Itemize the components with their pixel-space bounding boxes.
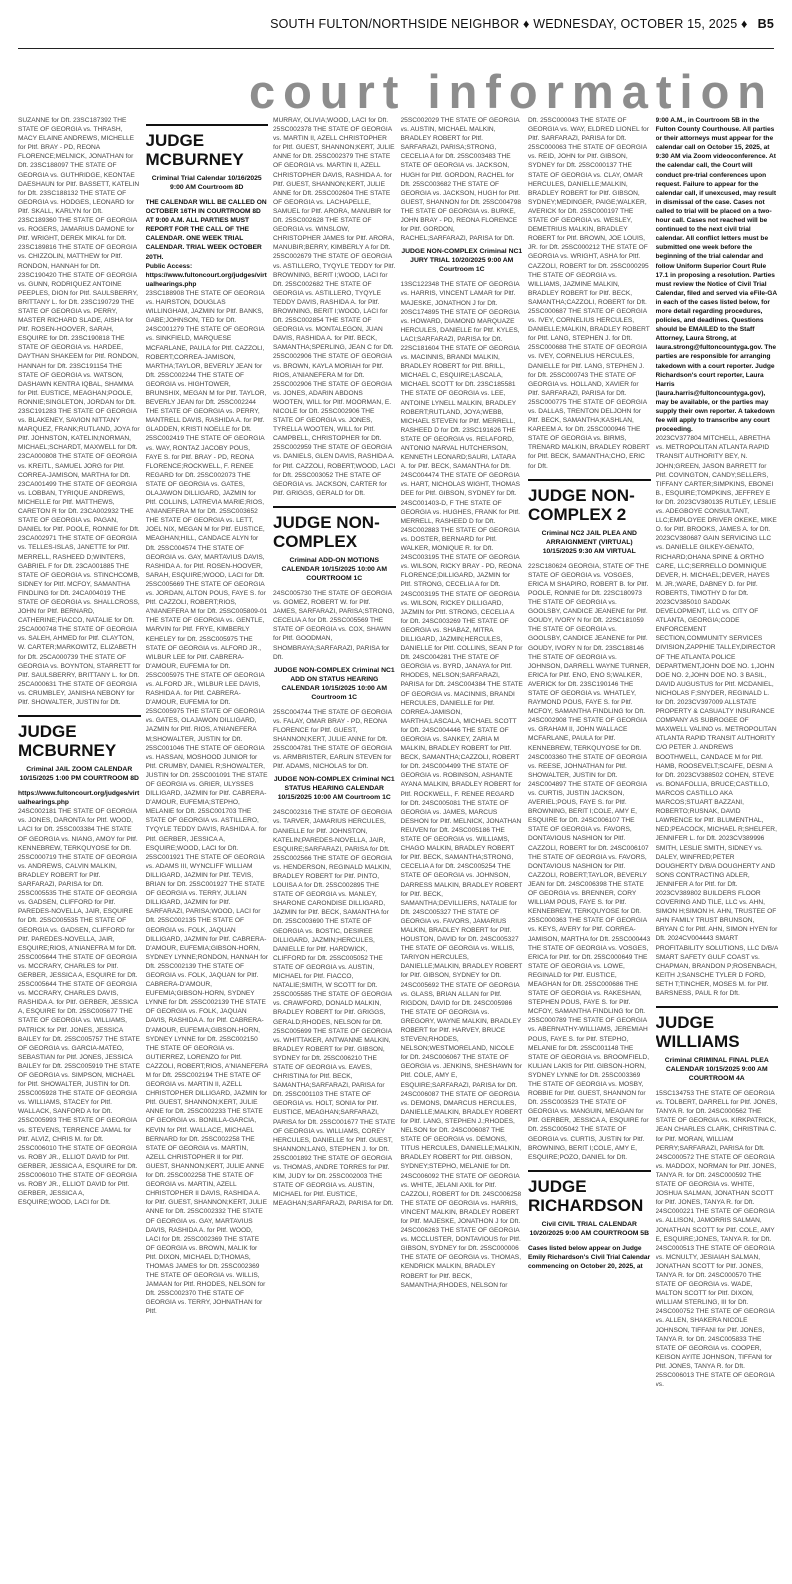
hearing-link[interactable]: https://www.fultoncourt.org/judges/virtualhearings.php — [18, 790, 140, 807]
column-2 — [146, 116, 269, 1578]
column-1 — [18, 116, 141, 1578]
column-5 — [528, 116, 651, 1578]
listing-block: 24SC002181 THE STATE OF GEORGIA vs. JONES, DARONTA for Pltf. WOOD, LACI for Dft. 25SC003384 THE STATE OF GEORGIA vs. NIANG, AMOY for Pltf. KENNEBREW, TERKQUYOSE for Dft. 25SC000719 THE STATE OF GEORGIA vs. ANDREWS, CALVIN MALKIN, BRADLEY ROBERT for Pltf. SARFARAZI, PARISA for Dft. 25SC005535 THE STATE OF GEORGIA vs. GADSEN, CLIFFORD for Pltf. PAREDES-NOVELLA, JAIR, ESQUIRE for Dft. 25SC005535 THE STATE OF GEORGIA vs. GADSEN, CLIFFORD for Pltf. PAREDES-NOVELLA, JAIR, ESQUIRE;RIOS, A'NIANEFRA M for Dft. 25SC005644 THE STATE OF GEORGIA vs. MCCRARY, CHARLES for Pltf. GERBER, JESSICA A, ESQUIRE for Dft. 25SC005644 THE STATE OF GEORGIA vs. MCCRARY, CHARLES DAVIS, RASHIDA A. for Pltf. GERBER, JESSICA A, ESQUIRE for Dft. 25SC005677 THE STATE OF GEORGIA vs. WILLIAMS, PATRICK for Pltf. JONES, JESSICA BAILEY for Dft. 25SC005757 THE STATE OF GEORGIA vs. GARCIA-MATEO, SEBASTIAN for Pltf. JONES, JESSICA BAILEY for Dft. 25SC005919 THE STATE OF GEORGIA vs. SIMPSON, MICHAEL for Pltf. SHOWALTER, JUSTIN for Dft. 25SC005928 THE STATE OF GEORGIA vs. WILLIAMS, STACEY for Pltf. WALLACK, SANFORD A for Dft. 25SC005993 THE STATE OF GEORGIA vs. STEVENS, TERRENCE JAMAL for Pltf. ALVIZ, CHRIS M. for Dft. 25SC006010 THE STATE OF GEORGIA vs. ROBY JR., ELLIOT DAVID for Pltf. GERBER, JESSICA A, ESQUIRE for Dft. 25SC006010 THE STATE OF GEORGIA vs. ROBY JR., ELLIOT DAVID for Pltf. GERBER, JESSICA A, ESQUIRE;WOOD, LACI for Dft. — [18, 808, 140, 1207]
masthead — [270, 17, 774, 31]
listing-block: 24SC002316 THE STATE OF GEORGIA vs. TARVER, JAMARIUS HERCULES, DANIELLE for Pltf. JOHNSTON, KATELIN;PAREDES-NOVELLA, JAIR, ESQUIRE;SARFARAZI, PARISA for Dft. 25SC002566 THE STATE OF GEORGIA vs. HENDERSON, REGINALD MALKIN, BRADLEY ROBERT for Pltf. PINTO, LOUISA A for Dft. 25SC002895 THE STATE OF GEORGIA vs. MANLEY, SHARONE CARONDISE DILLIGARD, JAZMIN for Pltf. BECK, SAMANTHA for Dft. 25SC003690 THE STATE OF GEORGIA vs. BOSTIC, DESIREE DILLIGARD, JAZMIN;HERCULES, DANIELLE for Pltf. HARDWICK, CLIFFORD for Dft. 25SC005052 THE STATE OF GEORGIA vs. AUSTIN, MICHAEL for Pltf. FIACCO, NATALIE;SMITH, W SCOTT for Dft. 25SC005585 THE STATE OF GEORGIA vs. CRAWFORD, DONALD MALKIN, BRADLEY ROBERT for Pltf. GRIGGS, GERALD;RHODES, NELSON for Dft. 25SC005699 THE STATE OF GEORGIA vs. WHITTAKER, ANTWANNE MALKIN, BRADLEY ROBERT for Pltf. GIBSON, SYDNEY for Dft. 25SC006210 THE STATE OF GEORGIA vs. EAVES, CHRISTINA for Pltf. BECK, SAMANTHA;SARFARAZI, PARISA for Dft. 25SC001103 THE STATE OF GEORGIA vs. HOLT, SONIA for Pltf. EUSTICE, MEAGHAN;SARFARAZI, PARISA for Dft. 25SC001677 THE STATE OF GEORGIA vs. WILLIAMS, COREY HERCULES, DANIELLE for Pltf. GUEST, SHANNON;LANG, STEPHEN J. for Dft. 25SC001892 THE STATE OF GEORGIA vs. THOMAS, ANDRE TORRES for Pltf. KIM, JUDY for Dft. 25SC002003 THE STATE OF GEORGIA vs. AUSTIN, MICHAEL for Pltf. EUSTICE, MEAGHAN;SARFARAZI, PARISA for Dft. — [273, 809, 396, 1208]
judge-heading: JUDGE MCBURNEY — [146, 124, 269, 169]
listing-block: MURRAY, OLIVIA;WOOD, LACI for Dft. 25SC002378 THE STATE OF GEORGIA vs. MARTIN II, AZELL CHRISTOPHER for Pltf. GUEST, SHANNON;KERT, JULIE ANNE for Dft. 25SC002379 THE STATE OF GEORGIA vs. MARTIN II, AZELL CHRISTOPHER DAVIS, RASHIDA A. for Pltf. GUEST, SHANNON;KERT, JULIE ANNE for Dft. 25SC002604 THE STATE OF GEORGIA vs. LACHAPELLE, SAMUEL for Pltf. ARORA, MANUBIR for Dft. 25SC002628 THE STATE OF GEORGIA vs. WINSLOW, CHRISTOPHER JAMES for Pltf. ARORA, MANUBIR;BERRY, KIMBERLY A for Dft. 25SC002679 THE STATE OF GEORGIA vs. ASTILLERO, TYQYLE TEDDY for Pltf. BROWNING, BERIT I;WOOD, LACI for Dft. 25SC002682 THE STATE OF GEORGIA vs. ASTILLERO, TYQYLE TEDDY DAVIS, RASHIDA A. for Pltf. BROWNING, BERIT I;WOOD, LACI for Dft. 25SC002854 THE STATE OF GEORGIA vs. MONTALEGON, JUAN DAVIS, RASHIDA A. for Pltf. BECK, SAMANTHA;SPERLING, JEAN C for Dft. 25SC002906 THE STATE OF GEORGIA vs. BROWN, KAYLA MORIAH for Pltf. RIOS, A'NIANEFERA M for Dft. 25SC002906 THE STATE OF GEORGIA vs. JONES, ADARIN ABDONS WOOTEN, WILL for Pltf. MOORMAN, E. NICOLE for Dft. 25SC002906 THE STATE OF GEORGIA vs. JONES, TYRELLA WOOTEN, WILL for Pltf. CAMPBELL, CHRISTOPHER for Dft. 25SC002959 THE STATE OF GEORGIA vs. DANIELS, GLEN DAVIS, RASHIDA A. for Pltf. CAZZOLI, ROBERT;WOOD, LACI for Dft. 25SC003052 THE STATE OF GEORGIA vs. JACKSON, CARTER for Pltf. GRIGGS, GERALD for Dft. — [273, 117, 396, 497]
judge-heading: JUDGE WILLIAMS — [656, 1006, 779, 1051]
column-3 — [273, 116, 396, 1578]
listing-block: 22SC180624 GEORGIA, STATE OF THE STATE OF GEORGIA vs. VOSGES, ERICA M SHAPIRO, ROBERT B. for Pltf. POOLE, RONNIE for Dft. 22SC180973 THE STATE OF GEORGIA vs. GOOLSBY, CANDICE JEANENE for Pltf. GOUDY, IVORY N for Dft. 22SC181059 THE STATE OF GEORGIA vs. GOOLSBY, CANDICE JEANENE for Pltf. GOUDY, IVORY N for Dft. 23SC188146 THE STATE OF GEORGIA vs. JOHNSON, DARRELL WAYNE TURNER, ERICA for Pltf. ENO, ENO S;WALKER, AVERICK for Dft. 23SC190146 THE STATE OF GEORGIA vs. WHATLEY, RAYMOND POUS, FAYE S. for Pltf. MCFOY, SAMANTHA FINDLING for Dft. 24SC002908 THE STATE OF GEORGIA vs. GRAHAM II, JOHN WALLACE MCFARLANE, PAULA for Pltf. KENNEBREW, TERKQUYOSE for Dft. 24SC003360 THE STATE OF GEORGIA vs. REESE, JOHNATHAN for Pltf. SHOWALTER, JUSTIN for Dft. 24SC004897 THE STATE OF GEORGIA vs. CURTIS, JUSTIN JACKSON, AVERIEL;POUS, FAYE S. for Pltf. BROWNING, BERIT I;COLE, AMY E, ESQUIRE for Dft. 24SC006107 THE STATE OF GEORGIA vs. FAVORS, DONTAVIOUS NASHION for Pltf. CAZZOLI, ROBERT for Dft. 24SC006107 THE STATE OF GEORGIA vs. FAVORS, DONTAVIOUS NASHION for Pltf. CAZZOLI, ROBERT;TAYLOR, BEVERLY JEAN for Dft. 24SC006398 THE STATE OF GEORGIA vs. BRENNER, CORY WILLIAM POUS, FAYE S. for Pltf. KENNEBREW, TERKQUYOSE for Dft. 25SC000363 THE STATE OF GEORGIA vs. KEYS, AVERY for Pltf. CORREA-JAMISON, MARTHA for Dft. 25SC000443 THE STATE OF GEORGIA vs. VOSGES, ERICA for Pltf. for Dft. 25SC000649 THE STATE OF GEORGIA vs. LOWE, REGINALD for Pltf. EUSTICE, MEAGHAN for Dft. 25SC000686 THE STATE OF GEORGIA vs. RAKESHAN, STEPHEN POUS, FAYE S. for Pltf. MCFOY, SAMANTHA FINDLING for Dft. 25SC000789 THE STATE OF GEORGIA vs. ABERNATHY-WILLIAMS, JEREMIAH POUS, FAYE S. for Pltf. STEPHO, MELANIE for Dft. 25SC001148 THE STATE OF GEORGIA vs. BROOMFIELD, KULIAN LAKIS for Pltf. GIBSON-HORN, SYDNEY LYNNE for Dft. 25SC003369 THE STATE OF GEORGIA vs. MOSBY, ROBBIE for Pltf. GUEST, SHANNON for Dft. 25SC003523 THE STATE OF GEORGIA vs. MANGUIN, MEAGAN for Pltf. GERBER, JESSICA A, ESQUIRE for Dft. 25SC005042 THE STATE OF GEORGIA vs. CURTIS, JUSTIN for Pltf. BROWNING, BERIT I;COLE, AMY E, ESQUIRE;POZO, DANIEL for Dft. — [528, 562, 651, 1161]
judge-heading: JUDGE NON-COMPLEX 2 — [528, 479, 651, 524]
listing-block: SUZANNE for Dft. 23SC187392 THE STATE OF GEORGIA vs. THRASH, MACY ELAINE ANDREWS, MICHELLE for Pltf. BRAY - PD, REONA FLORENCE;MELNICK, JONATHAN for Dft. 23SC188097 THE STATE OF GEORGIA vs. GUTHRIDGE, KEONTAE DAESHAUN for Pltf. BASSETT, KATELIN for Dft. 23SC188132 THE STATE OF GEORGIA vs. HODGES, LEONARD for Pltf. SKALL, KARLYN for Dft. 23SC189360 THE STATE OF GEORGIA vs. ROGERS, JAMARIUS DAMONE for Pltf. WRIGHT, DEREK MIKAL for Dft. 23SC189816 THE STATE OF GEORGIA vs. CHIZZOLIN, MATTHEW for Pltf. RONDON, HANNAH for Dft. 23SC190420 THE STATE OF GEORGIA vs. GUNN, RODRIQUEZ ANTOINE PEEPLES, DION for Pltf. SAULSBERRY, BRITTANY L. for Dft. 23SC190729 THE STATE OF GEORGIA vs. PERRY, MASTER RICHARD SLADE, AISHA for Pltf. ROSEN-HOOVER, SARAH, ESQUIRE for Dft. 23SC190818 THE STATE OF GEORGIA vs. HARDEE, DAYTHAN SHAKEEM for Pltf. RONDON, HANNAH for Dft. 23SC191154 THE STATE OF GEORGIA vs. WATSON, DASHAWN KENTRA IQBAL, SHAMMA for Pltf. EUSTICE, MEAGHAN;POOLE, RONNIE;SINGLETON, JORDAN for Dft. 23SC191283 THE STATE OF GEORGIA vs. BLAKENEY, SAVION NITTANY MARQUEZ, FRANK;RUTLAND, JOYA for Pltf. JOHNSTON, KATELIN;NORMAN, MICHAEL;SCHARDT, MAXWELL for Dft. 23CA000808 THE STATE OF GEORGIA vs. KREITL, SAMUEL JORG for Pltf. CORREA-JAMISON, MARTHA for Dft. 23CA001499 THE STATE OF GEORGIA vs. LOBBAN, TYRIQUE ANDREWS, MICHELLE for Pltf. MATTHEWS, CARETON R for Dft. 23CA002932 THE STATE OF GEORGIA vs. PAGAN, DANIEL for Pltf. POOLE, RONNIE for Dft. 23CA002971 THE STATE OF GEORGIA vs. TELLES-ISLAS, JANETTE for Pltf. MERRELL, RASHEED D;WINTERS, GABRIEL F for Dft. 23CA001885 THE STATE OF GEORGIA vs. STINCHCOMB, SIDNEY for Pltf. MCFOY, SAMANTHA FINDLING for Dft. 24CA004019 THE STATE OF GEORGIA vs. SHALLCROSS, JOHN for Pltf. BERNARD, CATHERINE;FIACCO, NATALIE for Dft. 25CA000748 THE STATE OF GEORGIA vs. SALEH, AHMED for Pltf. CLAYTON, W. CARTER;MARKOWITZ, ELIZABETH for Dft. 25CA000739 THE STATE OF GEORGIA vs. BOYNTON, STARRETT for Pltf. SAULSBERRY, BRITTANY L. for Dft. 25CA000631 THE STATE OF GEORGIA vs. CRUMBLEY, JANISHA NEBONY for Pltf. SHOWALTER, JUSTIN for Dft. — [18, 117, 141, 706]
listing-block: 23SC188908 THE STATE OF GEORGIA vs. HAIRSTON, DOUGLAS WILLINGHAM, JAZMIN for Pltf. BANKS, GABE;JOHNSON, TED for Dft. 24SC001279 THE STATE OF GEORGIA vs. SINKFIELD, MARQUESE MCFARLANE, PAULA for Pltf. CAZZOLI, ROBERT;CORREA-JAMISON, MARTHA;TAYLOR, BEVERLY JEAN for Dft. 25SC002244 THE STATE OF GEORGIA vs. HIGHTOWER, BRUNSHIX, MEGAN M for Pltf. TAYLOR, BEVERLY JEAN for Dft. 25SC002244 THE STATE OF GEORGIA vs. PERRY, MANTRELL DAVIS, RASHIDA A. for Pltf. GLADDEN, KRISTI NOELLE for Dft. 25SC002419 THE STATE OF GEORGIA vs. WAY, RONTAZ JACOBY POUS, FAYE S. for Pltf. BRAY - PD, REONA FLORENCE;ROCKWELL, F. RENEE REGARD for Dft. 25SC002073 THE STATE OF GEORGIA vs. GATES, OLAJAWON DILLIGARD, JAZMIN for Pltf. COLLINS, LATREVIA MARIE;RIOS, A'NIANEFERA M for Dft. 25SC003652 THE STATE OF GEORGIA vs. LETT, JOEL NIX, MEGAN M for Pltf. EUSTICE, MEAGHAN;HILL, CANDACE ALYN for Dft. 25SC004574 THE STATE OF GEORGIA vs. GAY, MARTAVIUS DAVIS, RASHIDA A. for Pltf. ROSEN-HOOVER, SARAH, ESQUIRE;WOOD, LACI for Dft. 25SC005669 THE STATE OF GEORGIA vs. JORDAN, ALTON POUS, FAYE S. for Pltf. CAZZOLI, ROBERT;RIOS, A'NIANEFERA M for Dft. 25SC005809-01 THE STATE OF GEORGIA vs. GENTLE, MARVIN for Pltf. FRYE, KIMBERLY KEHELEY for Dft. 25SC005975 THE STATE OF GEORGIA vs. ALFORD JR., WILBUR LEE for Pltf. CABRERA-D'AMOUR, EUFEMIA for Dft. 25SC005975 THE STATE OF GEORGIA vs. ALFORD JR., WILBUR LEE DAVIS, RASHIDA A. for Pltf. CABRERA-D'AMOUR, EUFEMIA for Dft. 25SC005975 THE STATE OF GEORGIA vs. GATES, OLAJAWON DILLIGARD, JAZMIN for Pltf. RIOS, A'NIANEFERA M;SHOWALTER, JUSTIN for Dft. 25SC001046 THE STATE OF GEORGIA vs. HASSAN, MOSHOOD JUNIOR for Pltf. CRUMBY, DANIEL R;SHOWALTER, JUSTIN for Dft. 25SC001091 THE STATE OF GEORGIA vs. GRIER, ULYSSES DILLIGARD, JAZMIN for Pltf. CABRERA-D'AMOUR, EUFEMIA;STEPHO, MELANIE for Dft. 25SC001703 THE STATE OF GEORGIA vs. ASTILLERO, TYQYLE TEDDY DAVIS, RASHIDA A. for Pltf. GERBER, JESSICA A, ESQUIRE;WOOD, LACI for Dft. 25SC001921 THE STATE OF GEORGIA vs. ADAMS III, WYNCLIFF WILLIAM DILLIGARD, JAZMIN for Pltf. TEVIS, BRIAN for Dft. 25SC001927 THE STATE OF GEORGIA vs. TERRY, JULIAN DILLIGARD, JAZMIN for Pltf. SARFARAZI, PARISA;WOOD, LACI for Dft. 25SC002135 THE STATE OF GEORGIA vs. FOLK, JAQUAN DILLIGARD, JAZMIN for Pltf. CABRERA-D'AMOUR, EUFEMIA;GIBSON-HORN, SYDNEY LYNNE;RONDON, HANNAH for Dft. 25SC002139 THE STATE OF GEORGIA vs. FOLK, JAQUAN for Pltf. CABRERA-D'AMOUR, EUFEMIA;GIBSON-HORN, SYDNEY LYNNE for Dft. 25SC002139 THE STATE OF GEORGIA vs. FOLK, JAQUAN DAVIS, RASHIDA A. for Pltf. CABRERA-D'AMOUR, EUFEMIA;GIBSON-HORN, SYDNEY LYNNE for Dft. 25SC002150 THE STATE OF GEORGIA vs. GUTIERREZ, LORENZO for Pltf. CAZZOLI, ROBERT;RIOS, A'NIANEFERA M for Dft. 25SC002194 THE STATE OF GEORGIA vs. MARTIN II, AZELL CHRISTOPHER DILLIGARD, JAZMIN for Pltf. GUEST, SHANNON;KERT, JULIE ANNE for Dft. 25SC002233 THE STATE OF GEORGIA vs. BONILLA-GARCIA, KEVIN for Pltf. WALLACE, MICHAEL BERNARD for Dft. 25SC002258 THE STATE OF GEORGIA vs. MARTIN, AZELL CHRISTOPHER II for Pltf. GUEST, SHANNON;KERT, JULIE ANNE for Dft. 25SC002258 THE STATE OF GEORGIA vs. MARTIN, AZELL CHRISTOPHER II DAVIS, RASHIDA A. for Pltf. GUEST, SHANNON;KERT, JULIE ANNE for Dft. 25SC002332 THE STATE OF GEORGIA vs. GAY, MARTAVIUS DAVIS, RASHIDA A. for Pltf. WOOD, LACI for Dft. 25SC002369 THE STATE OF GEORGIA vs. BROWN, MALIK for Pltf. DIXON, MICHAEL D;THOMAS, THOMAS JAMES for Dft. 25SC002369 THE STATE OF GEORGIA vs. WILLIS, JAMAAN for Pltf. RHODES, NELSON for Dft. 25SC002370 THE STATE OF GEORGIA vs. TERRY, JOHNATHAN for Pltf. — [145, 289, 268, 1316]
calendar-heading: JUDGE NON-COMPLEX Criminal NC1 JURY TRIAL 10/20/2025 9:00 AM Courtroom 1C — [401, 248, 523, 274]
listing-block: 24SC005730 THE STATE OF GEORGIA vs. GOMEZ, ROBERT W. for Pltf. JAMES, SARFARAZI, PARISA;STRONG, CECELIA A for Dft. 25SC005569 THE STATE OF GEORGIA vs. COX, SHAWN for Pltf. GOODMAN, SHOMBRAYA;SARFARAZI, PARISA for Dft. — [273, 589, 395, 661]
calendar-heading: Criminal JAIL ZOOM CALENDAR 10/15/2025 1:00 PM COURTROOM 8D — [19, 766, 139, 783]
listing-block: 2023CV377804 MITCHELL, ABRETHA vs. METROPOLITAN ATLANTA RAPID TRANSIT AUTHORITY BEY, N. JOHN;GREEN, JASON BARRETT for Pltf. COVINGTON, CANDY;SELLERS, TIFFANY CARTER;SIMPKINS, EBONEI B., ESQUIRE;TOMPKINS, JEFFREY E for Dft. 2023CV380135 RUTLEY, LESLIE vs. ADEGBOYE CONSULTANT, LLC;EMPLOYEE DRIVER OKEKE, MIKE O. for Pltf. BROOKS, JAMES A. for Dft. 2023CV380687 GAIN SERVICING LLC vs. DANIELLE GILKEY-GENATO, RICHARD;OHANA SPINE & ORTHO CARE, LLC;SERRELLO DOMINIQUE DEVER, H. MICHAEL;DEVER, HAYES M. JR.;WARE, DABNEY D. for Pltf. ROBERTS, TIMOTHY D for Dft. 2023CV385010 SADDAK DEVELOPMENT, LLC vs. CITY OF ATLANTA, GEORGIA;CODE ENFORCEMENT SECTION,COMMUNITY SERVICES DIVISION,ZAPPHIE TALLEY,DIRECTOR OF THE ATLANTA POLICE DEPARTMENT,JOHN DOE NO. 1,JOHN DOE NO. 2,JOHN DOE NO. 3 BASIL, DAVID AUGUSTUS for Pltf. MCDANIEL, NICHOLAS F;SNYDER, REGINALD L. for Dft. 2023CV397009 ALLSTATE PROPERTY & CASUALTY INSURANCE COMPANY AS SUBROGEE OF MAXWELL VALINO vs. METROPOLITAN ATLANTA RAPID TRANSIT AUTHORITY C/O PETER J. ANDREWS BOOTHWELL, CANDACE M for Pltf. HAMB, ROOSEVELT;SCAIFE, DESNI A for Dft. 2023CV388502 COHEN, STEVE vs. BONAFOLLIA, BRUCE;CASTILLO, MARCOS CASTILLO AKA MARCOS;STUART BAZZANI, ROBERTO;RUSNAK, DAVID LAWRENCE for Pltf. BLUMENTHAL, NED;PEACOCK, MICHAEL R;SHELFER, JENNIFER L. for Dft. 2023CV389996 SMITH, LESLIE SMITH, SIDNEY vs. DALEY, WINFRED;PETER DOUGHERTY D/B/A DOUGHERTY AND SONS CONTRACTING ADLER, JENNIFER A for Pltf. for Dft. 2023CV389802 BUILDERS FLOOR COVERING AND TILE, LLC vs. AHN, SIMON H;SIMON H. AHN, TRUSTEE OF AHN FAMILY TRUST BRUNSON, BRYAN C for Pltf. AHN, SIMON HYEN for Dft. 2024CV004443 SMART PROFITABILITY SOLUTIONS, LLC D/B/A SMART SAFETY GULF COAST vs. CHAPMAN, BRANDON P;ROSENBACH, KEITH J;SANSCHE TYLER D FORD, SETH T;TINCHER, MOSES M. for Pltf. BARSNESS, PAUL R for Dft. — [655, 435, 778, 997]
page-header — [18, 0, 774, 49]
calendar-heading: Criminal CRIMINAL FINAL PLEA CALENDAR 10/15/2025 9:00 AM COURTROOM 4A — [664, 1057, 769, 1083]
public-access[interactable]: Public Access: https://www.fultoncourt.org/judges/virtualhearings.php — [145, 262, 267, 288]
calendar-heading: Civil CIVIL TRIAL CALENDAR 10/20/2025 9:00 AM COURTROOM 5B — [529, 1220, 649, 1237]
section-title: court information — [248, 65, 774, 118]
listing-block: 25SC004744 THE STATE OF GEORGIA vs. FALAY, OMAR BRAY - PD, REONA FLORENCE for Pltf. GUEST, SHANNON;KERT, JULIE ANNE for Dft. 25SC004781 THE STATE OF GEORGIA vs. ARMBRISTER, EARLIN STEVEN for Pltf. ADAMS, NICHOLAS for Dft. — [273, 708, 392, 771]
calendar-notice: Cases listed below appear on Judge Emily Richardson's Civil Trial Calendar commencing on October 20, 2025, at — [528, 1244, 651, 1271]
columns — [18, 116, 778, 1578]
calendar-heading: JUDGE NON-COMPLEX Criminal NC1 ADD ON STATUS HEARING CALENDAR 10/15/2025 10:00 AM Courtroom 1C — [273, 666, 395, 701]
judge-heading: JUDGE RICHARDSON — [528, 1170, 651, 1215]
calendar-heading: Criminal ADD-ON MOTIONS CALENDAR 10/15/2025 10:00 AM COURTROOM 1C — [281, 556, 388, 582]
calendar-heading: Criminal NC2 JAIL PLEA AND ARRAIGNMENT (VIRTUAL) 10/15/2025 9:30 AM VIRTUAL — [541, 529, 637, 555]
judge-heading: JUDGE MCBURNEY — [18, 715, 141, 760]
calendar-heading: Criminal Trial Calendar 10/16/2025 9:00 AM Courtroom 8D — [151, 175, 262, 191]
calendar-notice: 9:00 A.M., in Courtroom 5B in the Fulton County Courthouse. All parties or their attorneys must appear for the calendar call on October 15, 2025, at 9:30 AM via Zoom videoconference. At the calendar call, the Court will conduct pre-trial conferences upon request. Failure to appear for the calendar call, if unexcused, may result in dismissal of the case. Cases not called to trial will be placed on a two-hour call. Cases not reached will be continued to the next civil trial calendar. All conflict letters must be submitted one week before the beginning of the trial calendar and follow Uniform Superior Court Rule 17.1 in proposing a resolution. Parties must review the Notice of Civil Trial Calendar, filed and served via eFile-GA in each of the cases listed below, for more detail regarding procedures, policies, and deadlines. Questions should be EMAILED to the Staff Attorney, Laura Strong, at laura.strong@fultoncountyga.gov. The parties are responsible for arranging takedown with a court reporter. Judge Richardson's court reporter, Laura Harris (laura.harris@fultoncountyga.gov), may be available, or the parties may supply their own reporter. A takedown fee will apply to transcribe any court proceeding. — [655, 117, 777, 434]
masthead-text: SOUTH FULTON/NORTHSIDE NEIGHBOR ♦ WEDNESDAY, OCTOBER 15, 2025 ♦ — [270, 17, 748, 31]
page-number: B5 — [757, 17, 774, 31]
listing-block: 15SC134753 THE STATE OF GEORGIA vs. TOLBERT, DARRELL for Pltf. JONES, TANYA R. for Dft. 24SC000562 THE STATE OF GEORGIA vs. KIRKPATRICK, JEAN CHARLES CLARK, CHRISTINA C. for Pltf. MORAN, WILLIAM PERRY;SARFARAZI, PARISA for Dft. 24SC000572 THE STATE OF GEORGIA vs. MADDOX, NORMAN for Pltf. JONES, TANYA R. for Dft. 24SC000592 THE STATE OF GEORGIA vs. WHITE, JOSHUA SALMAN, JONATHAN SCOTT for Pltf. JONES, TANYA R. for Dft. 24SC000221 THE STATE OF GEORGIA vs. ALLISON, JAMORRIS SALMAN, JONATHAN SCOTT for Pltf. COLE, AMY E, ESQUIRE;JONES, TANYA R. for Dft. 24SC000513 THE STATE OF GEORGIA vs. MCNULTY, JESIAIAH SALMAN, JONATHAN SCOTT for Pltf. JONES, TANYA R. for Dft. 24SC000570 THE STATE OF GEORGIA vs. WADE, MALTON SCOTT for Pltf. DIXON, WILLIAM STERLING, III for Dft. 24SC000752 THE STATE OF GEORGIA vs. ALLEN, SHAKERA NICOLE JOHNSON, TIFFANI for Pltf. JONES, TANYA R. for Dft. 24SC005833 THE STATE OF GEORGIA vs. COOPER, KEISON AYITE JOHNSON, TIFFANI for Pltf. JONES, TANYA R. for Dft. 25SC006013 THE STATE OF GEORGIA vs. — [655, 1090, 778, 1389]
listing-block: Dft. 25SC000043 THE STATE OF GEORGIA vs. WAY, ELDRED LIONEL for Pltf. SARFARAZI, PARISA for Dft. 25SC000063 THE STATE OF GEORGIA vs. REID, JOHN for Pltf. GIBSON, SYDNEY for Dft. 25SC000137 THE STATE OF GEORGIA vs. CLAY, OMAR HERCULES, DANIELLE;MALKIN, BRADLEY ROBERT for Pltf. GIBSON, SYDNEY;MEDINGER, PAIGE;WALKER, AVERICK for Dft. 25SC000197 THE STATE OF GEORGIA vs. WESLEY, DEMETRIUS MALKIN, BRADLEY ROBERT for Pltf. BROWN, JOE LOUIS, JR. for Dft. 25SC000212 THE STATE OF GEORGIA vs. WRIGHT, ASHA for Pltf. CAZZOLI, ROBERT for Dft. 25SC000295 THE STATE OF GEORGIA vs. WILLIAMS, JAZMINE MALKIN, BRADLEY ROBERT for Pltf. BECK, SAMANTHA;CAZZOLI, ROBERT for Dft. 25SC000687 THE STATE OF GEORGIA vs. IVEY, CORNELIUS HERCULES, DANIELLE;MALKIN, BRADLEY ROBERT for Pltf. LANG, STEPHEN J. for Dft. 25SC000688 THE STATE OF GEORGIA vs. IVEY, CORNELIUS HERCULES, DANIELLE for Pltf. LANG, STEPHEN J. for Dft. 25SC000743 THE STATE OF GEORGIA vs. HOLLAND, XAVIER for Pltf. SARFARAZI, PARISA for Dft. 25SC000775 THE STATE OF GEORGIA vs. DALLAS, TRENTON DELJOHN for Pltf. BECK, SAMANTHA;KASHLAN, KAREEM A. for Dft. 25SC000946 THE STATE OF GEORGIA vs. BIRMS, TRENARD MALKIN, BRADLEY ROBERT for Pltf. BECK, SAMANTHA;CHO, ERIC for Dft. — [528, 117, 650, 470]
column-6 — [656, 116, 779, 1578]
judge-heading: JUDGE NON-COMPLEX — [273, 506, 396, 551]
listing-block: 25SC002029 THE STATE OF GEORGIA vs. AUSTIN, MICHAEL MALKIN, BRADLEY ROBERT for Pltf. SARFARAZI, PARISA;STRONG, CECELIA A for Dft. 25SC003483 THE STATE OF GEORGIA vs. JACKSON, HUGH for Pltf. GORDON, RACHEL for Dft. 25SC003682 THE STATE OF GEORGIA vs. JACKSON, HUGH for Pltf. GUEST, SHANNON for Dft. 25SC004798 THE STATE OF GEORGIA vs. BURKE, JOHN BRAY - PD, REONA FLORENCE for Pltf. GORDON, RACHEL;SARFARAZI, PARISA for Dft. — [400, 117, 522, 243]
column-4 — [401, 116, 524, 1578]
calendar-notice: THE CALENDAR WILL BE CALLED ON OCTOBER 16TH IN COURTROOM 8D AT 9:00 A.M. ALL PARTIES MUST REPORT FOR THE CALL OF THE CALENDAR. ONE WEEK TRIAL CALENDAR. TRIAL WEEK OCTOBER 20TH. — [145, 199, 267, 261]
listing-block: 13SC122348 THE STATE OF GEORGIA vs. HARRIS, VINCENT LAMAR for Pltf. MAJESKE, JONATHON J for Dft. 20SC174895 THE STATE OF GEORGIA vs. HOWARD, DIAMOND MARQUAZE HERCULES, DANIELLE for Pltf. KYLES, LACI;SARFARAZI, PARISA for Dft. 22SC181604 THE STATE OF GEORGIA vs. MACINNIS, BRANDI MALKIN, BRADLEY ROBERT for Pltf. BRILL, MICHAEL C, ESQUIRE;LASCALA, MICHAEL SCOTT for Dft. 23SC185581 THE STATE OF GEORGIA vs. LEE, ANTOINE LYNELL MALKIN, BRADLEY ROBERT;RUTLAND, JOYA;WEBB, MICHAEL STEVEN for Pltf. MERRELL, RASHEED D for Dft. 23SC191626 THE STATE OF GEORGIA vs. RELAFORD, ANTONIO NARVAL HUTCHERSON, KENNETH LEONARD;SAURI, LATARA A. for Pltf. BECK, SAMANTHA for Dft. 24SC004474 THE STATE OF GEORGIA vs. HART, NICHOLAS WIGHT, THOMAS DEE for Pltf. GIBSON, SYDNEY for Dft. 24SC001403-D, F THE STATE OF GEORGIA vs. HUGHES, FRANK for Pltf. MERRELL, RASHEED D for Dft. 24SC002883 THE STATE OF GEORGIA vs. DOSTER, BERNARD for Pltf. WALKER, MONIQUE R. for Dft. 24SC003195 THE STATE OF GEORGIA vs. WILSON, RICKY BRAY - PD, REONA FLORENCE;DILLIGARD, JAZMIN for Pltf. STRONG, CECELIA A for Dft. 24SC003195 THE STATE OF GEORGIA vs. WILSON, RICKEY DILLIGARD, JAZMIN for Pltf. STRONG, CECELIA A for Dft. 24SC003269 THE STATE OF GEORGIA vs. SHABAZ, MITRA DILLIGARD, JAZMIN;HERCULES, DANIELLE for Pltf. COLLINS, SEAN P for Dft. 24SC004281 THE STATE OF GEORGIA vs. BYRD, JANAYA for Pltf. RHODES, NELSON;SARFARAZI, PARISA for Dft. 24SC004384 THE STATE OF GEORGIA vs. MACINNIS, BRANDI HERCULES, DANIELLE for Pltf. CORREA-JAMISON, MARTHA;LASCALA, MICHAEL SCOTT for Dft. 24SC004446 THE STATE OF GEORGIA vs. SANKEY, ZARIA M MALKIN, BRADLEY ROBERT for Pltf. BECK, SAMANTHA;CAZZOLI, ROBERT for Dft. 24SC004499 THE STATE OF GEORGIA vs. ROBINSON, ASHANTE AYANA MALKIN, BRADLEY ROBERT for Pltf. ROCKWELL, F. RENEE REGARD for Dft. 24SC005081 THE STATE OF GEORGIA vs. JAMES, MARCUS DESHON for Pltf. MELNICK, JONATHAN REUVEN for Dft. 24SC005186 THE STATE OF GEORGIA vs. WILLIAMS, CHAGO MALKIN, BRADLEY ROBERT for Pltf. BECK, SAMANTHA;STRONG, CECELIA A for Dft. 24SC005254 THE STATE OF GEORGIA vs. JOHNSON, DARRESS MALKIN, BRADLEY ROBERT for Pltf. BECK, SAMANTHA;DEVILLIERS, NATALIE for Dft. 24SC005327 THE STATE OF GEORGIA vs. FAVORS, JAMARIUS MALKIN, BRADLEY ROBERT for Pltf. HOUSTON, DAVID for Dft. 24SC005327 THE STATE OF GEORGIA vs. WILLIS, TARIYON HERCULES, DANIELLE;MALKIN, BRADLEY ROBERT for Pltf. GIBSON, SYDNEY for Dft. 24SC005692 THE STATE OF GEORGIA vs. GLASS, BRIAN ALLAN for Pltf. RIGDON, DAVID for Dft. 24SC005986 THE STATE OF GEORGIA vs. GREGORY, WAYNE MALKIN, BRADLEY ROBERT for Pltf. HARVEY, BRUCE STEVEN;RHODES, NELSON;WESTMORELAND, NICOLE for Dft. 24SC006067 THE STATE OF GEORGIA vs. JENKINS, SHESHAWN for Pltf. COLE, AMY E, ESQUIRE;SARFARAZI, PARISA for Dft. 24SC006087 THE STATE OF GEORGIA vs. DEMONS, DMARCUS HERCULES, DANIELLE;MALKIN, BRADLEY ROBERT for Pltf. LANG, STEPHEN J.;RHODES, NELSON for Dft. 24SC006087 THE STATE OF GEORGIA vs. DEMONS, TITUS HERCULES, DANIELLE;MALKIN, BRADLEY ROBERT for Pltf. GIBSON, SYDNEY;STEPHO, MELANIE for Dft. 24SC006092 THE STATE OF GEORGIA vs. WHITE, JELANI AXIL for Pltf. CAZZOLI, ROBERT for Dft. 24SC006258 THE STATE OF GEORGIA vs. HARRIS, VINCENT MALKIN, BRADLEY ROBERT for Pltf. MAJESKE, JONATHON J for Dft. 24SC006263 THE STATE OF GEORGIA vs. MCCLUSTER, DONTAVIOUS for Pltf. GIBSON, SYDNEY for Dft. 25SC000006 THE STATE OF GEORGIA vs. THOMAS, KENDRICK MALKIN, BRADLEY ROBERT for Pltf. BECK, SAMANTHA;RHODES, NELSON for — [400, 281, 523, 1289]
calendar-heading: JUDGE NON-COMPLEX Criminal NC1 STATUS HEARING CALENDAR 10/15/2025 10:00 AM Courtroom 1C — [273, 776, 395, 802]
